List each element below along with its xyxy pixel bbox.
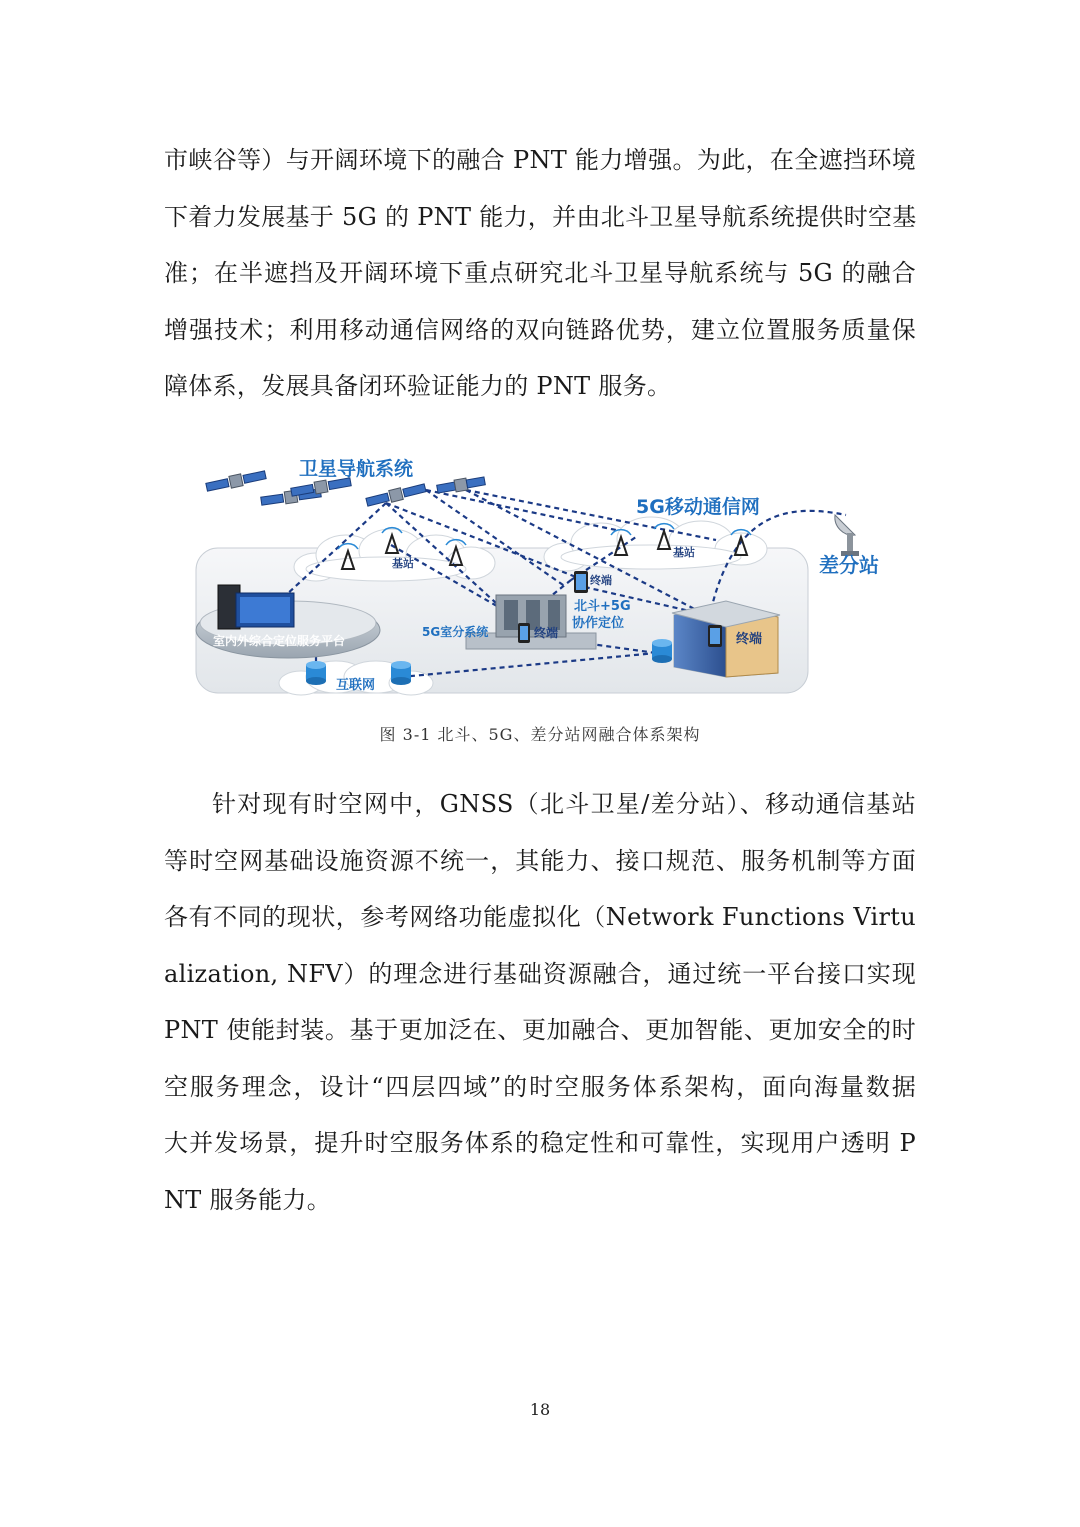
label-differential-station: 差分站 [819,553,879,577]
label-base-station: 基站 [392,557,414,570]
text-line: 空服务理念，设计“四层四域”的时空服务体系架构，面向海量数据 [164,1072,916,1101]
text-line: 市峡谷等）与开阔环境下的融合 PNT 能力增强。为此，在全遮挡环境 [164,146,916,174]
text-line: 下着力发展基于 5G 的 PNT 能力，并由北斗卫星导航系统提供时空基 [164,202,917,231]
label-mobile-network: 5G移动通信网 [636,496,760,518]
label-beidou-5g: 北斗+5G [574,599,631,614]
text-line: 等时空网基础设施资源不统一，其能力、接口规范、服务机制等方面 [164,846,916,875]
body-paragraph-1 [164,132,916,415]
text-line: 大并发场景，提升时空服务体系的稳定性和可靠性，实现用户透明 P [164,1129,916,1157]
cloud-left [294,529,495,581]
database-icon [652,639,672,663]
text-line: 障体系，发展具备闭环验证能力的 PNT 服务。 [164,372,672,400]
label-terminal: 终端 [590,574,612,587]
satellite-icon [205,469,266,493]
label-cooperative-positioning: 协作定位 [572,616,625,631]
text-line: 针对现有时空网中，GNSS（北斗卫星/差分站）、移动通信基站 [212,790,916,818]
terminal-icon [518,623,530,643]
label-terminal: 终端 [534,626,559,640]
label-satellite-system: 卫星导航系统 [299,458,414,480]
label-internet: 互联网 [336,678,376,693]
satellite-icon [365,482,426,508]
building-icon [672,601,780,677]
label-platform: 室内外综合定位服务平台 [213,634,346,648]
text-line: PNT 使能封装。基于更加泛在、更加融合、更加智能、更加安全的时 [164,1016,916,1044]
page-number: 18 [529,1400,551,1419]
figure-caption: 图 3-1 北斗、5G、差分站网融合体系架构 [379,725,701,744]
database-icon [391,661,411,685]
text-line: 各有不同的现状，参考网络功能虚拟化（Network Functions Virtu [164,903,916,931]
database-icon [306,661,326,685]
label-terminal: 终端 [736,632,763,647]
label-indoor-system: 5G室分系统 [422,625,489,639]
text-line: alization, NFV）的理念进行基础资源融合，通过统一平台接口实现 [164,959,916,988]
satellite-dish-icon [835,515,859,556]
body-paragraph-2 [164,776,916,1228]
architecture-figure [196,445,879,700]
text-line: 准；在半遮挡及开阔环境下重点研究北斗卫星导航系统与 5G 的融合 [164,259,916,287]
text-line: NT 服务能力。 [164,1185,332,1214]
terminal-icon [574,571,588,593]
label-base-station: 基站 [673,546,695,559]
cloud-right [544,517,767,571]
text-line: 增强技术；利用移动通信网络的双向链路优势，建立位置服务质量保 [164,315,916,344]
